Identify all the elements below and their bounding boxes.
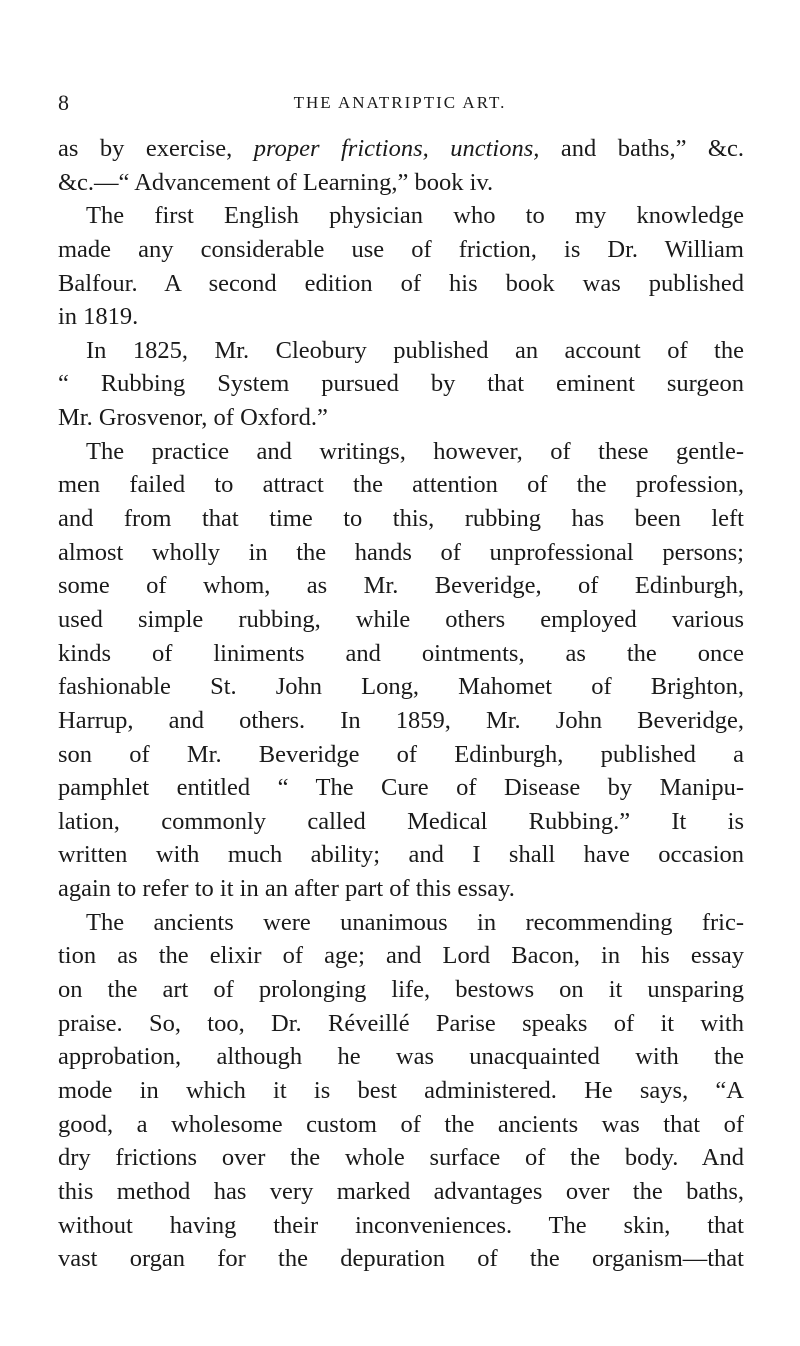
text-segment: Mr. Grosvenor, of Oxford.” bbox=[58, 404, 328, 432]
text-segment: made any considerable use of friction, is Dr. William bbox=[58, 235, 744, 263]
text-line bbox=[58, 132, 744, 166]
text-line bbox=[58, 233, 744, 267]
text-line bbox=[58, 738, 744, 772]
text-segment: written with much ability; and I shall have occasion bbox=[58, 841, 744, 869]
text-line bbox=[58, 435, 744, 469]
text-segment: Balfour. A second edition of his book was published bbox=[58, 269, 744, 297]
text-line bbox=[58, 300, 744, 334]
page-header bbox=[0, 88, 800, 118]
text-segment: approbation, although he was unacquainted with the bbox=[58, 1043, 744, 1071]
text-line bbox=[58, 502, 744, 536]
text-line bbox=[58, 805, 744, 839]
text-segment: mode in which it is best administered. He says, “A bbox=[58, 1076, 744, 1104]
text-line bbox=[58, 973, 744, 1007]
text-line bbox=[58, 872, 744, 906]
text-line bbox=[58, 334, 744, 368]
text-segment: tion as the elixir of age; and Lord Bacon, in his essay bbox=[58, 942, 744, 970]
text-segment: pamphlet entitled “ The Cure of Disease by Manipu- bbox=[58, 774, 744, 802]
text-segment: and baths,” &c. bbox=[539, 135, 744, 162]
text-line bbox=[58, 1141, 744, 1175]
text-segment: son of Mr. Beveridge of Edinburgh, published a bbox=[58, 740, 744, 768]
text-segment: again to refer to it in an after part of this essay. bbox=[58, 875, 515, 903]
text-line bbox=[58, 468, 744, 502]
text-segment: Harrup, and others. In 1859, Mr. John Beveridge, bbox=[58, 706, 744, 734]
text-line bbox=[58, 704, 744, 738]
text-line bbox=[58, 1108, 744, 1142]
body-text bbox=[58, 132, 744, 1276]
text-line bbox=[58, 267, 744, 301]
text-segment: &c.—“ Advancement of Learning,” book iv. bbox=[58, 168, 494, 196]
text-line bbox=[58, 536, 744, 570]
text-line bbox=[58, 637, 744, 671]
running-head: THE ANATRIPTIC ART. bbox=[293, 93, 507, 112]
text-line bbox=[58, 367, 744, 401]
text-line bbox=[58, 1007, 744, 1041]
text-segment: praise. So, too, Dr. Réveillé Parise speaks of it with bbox=[58, 1009, 744, 1037]
text-segment: “ Rubbing System pursued by that eminent surgeon bbox=[58, 370, 744, 398]
italic-segment: proper frictions, unctions, bbox=[253, 135, 540, 162]
text-segment: men failed to attract the attention of the profession, bbox=[58, 471, 744, 499]
text-segment: kinds of liniments and ointments, as the once bbox=[58, 639, 744, 667]
text-segment: and from that time to this, rubbing has been left bbox=[58, 505, 744, 533]
text-segment: fashionable St. John Long, Mahomet of Brighton, bbox=[58, 673, 744, 701]
text-line bbox=[58, 1209, 744, 1243]
text-segment: in 1819. bbox=[58, 303, 139, 331]
text-segment: dry frictions over the whole surface of the body. And bbox=[58, 1144, 744, 1172]
text-segment: In 1825, Mr. Cleobury published an account of the bbox=[86, 336, 744, 364]
text-line bbox=[58, 771, 744, 805]
text-line bbox=[58, 603, 744, 637]
text-segment: almost wholly in the hands of unprofessional persons; bbox=[58, 538, 744, 566]
text-line bbox=[58, 1242, 744, 1276]
text-line bbox=[58, 939, 744, 973]
text-segment: vast organ for the depuration of the organism—that bbox=[58, 1245, 744, 1273]
text-line bbox=[58, 569, 744, 603]
text-line bbox=[58, 1074, 744, 1108]
text-segment: The ancients were unanimous in recommending fric- bbox=[86, 908, 744, 936]
text-line bbox=[58, 401, 744, 435]
text-segment: without having their inconveniences. The skin, that bbox=[58, 1211, 744, 1239]
text-segment: lation, commonly called Medical Rubbing.” It is bbox=[58, 807, 744, 835]
text-line bbox=[58, 906, 744, 940]
text-segment: this method has very marked advantages over the baths, bbox=[58, 1177, 744, 1205]
text-segment: as by exercise, bbox=[58, 135, 254, 162]
text-line bbox=[58, 1040, 744, 1074]
page-number: 8 bbox=[58, 90, 69, 115]
text-segment: The first English physician who to my knowledge bbox=[86, 202, 744, 230]
text-segment: on the art of prolonging life, bestows on it unsparing bbox=[58, 976, 744, 1004]
text-segment: The practice and writings, however, of these gentle- bbox=[86, 437, 744, 465]
text-line bbox=[58, 838, 744, 872]
text-segment: some of whom, as Mr. Beveridge, of Edinburgh, bbox=[58, 572, 744, 600]
text-line bbox=[58, 166, 744, 200]
text-line bbox=[58, 1175, 744, 1209]
text-line bbox=[58, 199, 744, 233]
text-segment: used simple rubbing, while others employed various bbox=[58, 605, 744, 633]
text-line bbox=[58, 670, 744, 704]
text-segment: good, a wholesome custom of the ancients was that of bbox=[58, 1110, 744, 1138]
